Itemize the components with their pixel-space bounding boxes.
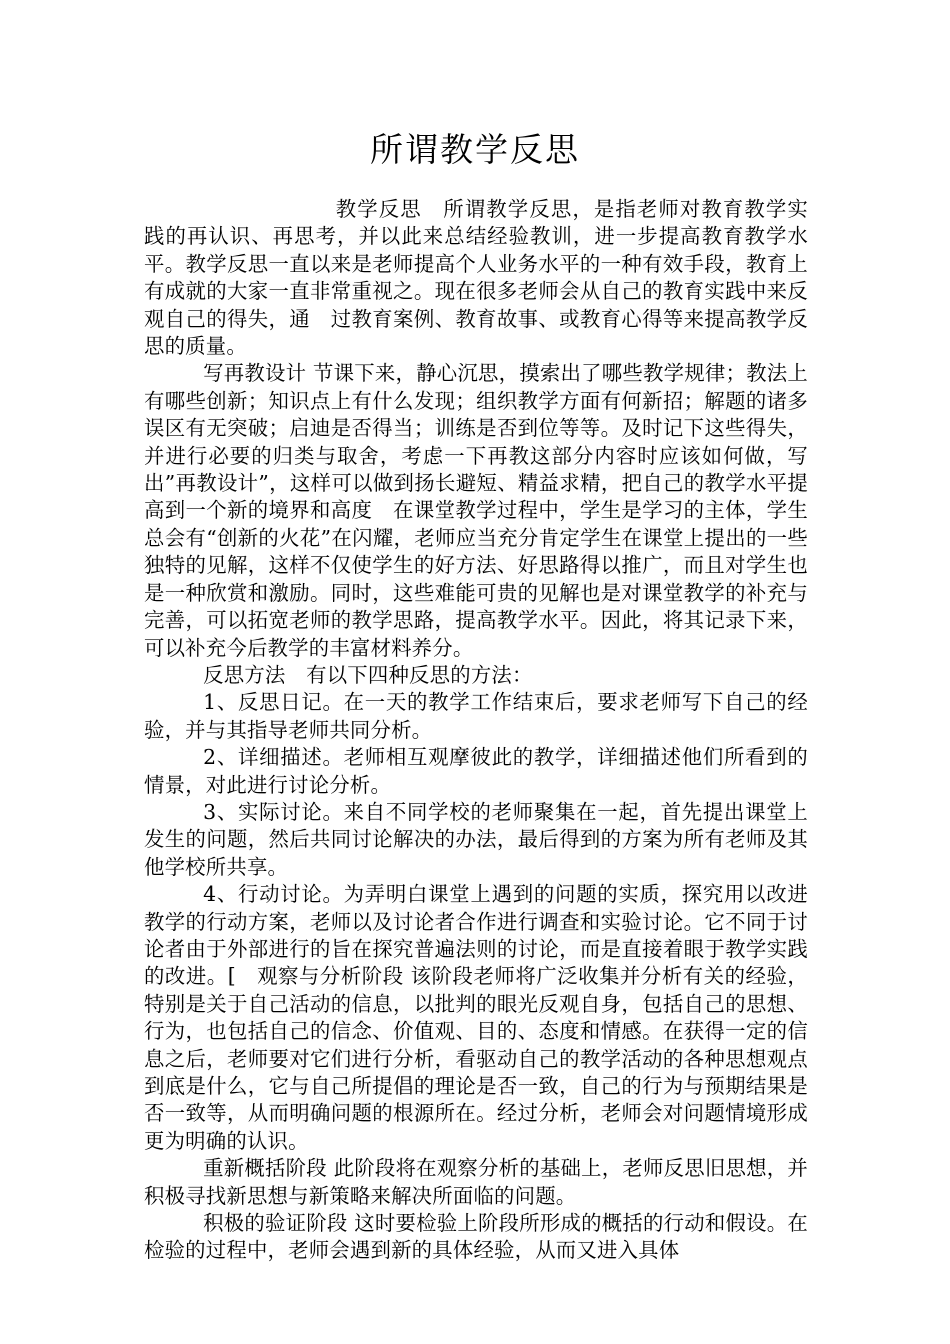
paragraph-regeneralize: 重新概括阶段 此阶段将在观察分析的基础上，老师反思旧思想，并积极寻找新思想与新策略来解决所面临的问题。 <box>144 1156 808 1208</box>
paragraph-methods-heading: 反思方法 有以下四种反思的方法： <box>203 662 533 687</box>
paragraph-verification: 积极的验证阶段 这时要检验上阶段所形成的概括的行动和假设。在检验的过程中，老师会遇到新的具体经验，从而又进入具体 <box>144 1211 808 1263</box>
document-body <box>144 196 808 1265</box>
paragraph-method-4: 4、行动讨论。为弄明白课堂上遇到的问题的实质，探究用以改进教学的行动方案，老师以及讨论者合作进行调查和实验讨论。它不同于讨论者由于外部进行的旨在探究普遍法则的讨论，而是直接着眼于教学实践的改进。[ 观察与分析阶段 该阶段老师将广泛收集并分析有关的经验，特别是关于自己活动的信息，以批判的眼光反观自身，包括自己的思想、行为，也包括自己的信念、价值观、目的、态度和情感。在获得一定的信息之后，老师要对它们进行分析，看驱动自己的教学活动的各种思想观点到底是什么，它与自己所提倡的理论是否一致，自己的行为与预期结果是否一致等，从而明确问题的根源所在。经过分析，老师会对问题情境形成更为明确的认识。 <box>144 882 808 1153</box>
paragraph-method-1: 1、反思日记。在一天的教学工作结束后，要求老师写下自己的经验，并与其指导老师共同分析。 <box>144 690 808 742</box>
paragraph-redesign: 写再教设计 节课下来，静心沉思，摸索出了哪些教学规律；教法上有哪些创新；知识点上有什么发现；组织教学方面有何新招；解题的诸多误区有无突破；启迪是否得当；训练是否到位等等。及时记下这些得失，并进行必要的归类与取舍，考虑一下再教这部分内容时应该如何做，写出”再教设计”，这样可以做到扬长避短、精益求精，把自己的教学水平提高到一个新的境界和高度 在课堂教学过程中，学生是学习的主体，学生总会有“创新的火花”在闪耀，老师应当充分肯定学生在课堂上提出的一些独特的见解，这样不仅使学生的好方法、好思路得以推广，而且对学生也是一种欣赏和激励。同时，这些难能可贵的见解也是对课堂教学的补充与完善，可以拓宽老师的教学思路，提高教学水平。因此，将其记录下来，可以补充今后教学的丰富材料养分。 <box>144 361 808 660</box>
paragraph-method-2: 2、详细描述。老师相互观摩彼此的教学，详细描述他们所看到的情景，对此进行讨论分析。 <box>144 745 808 797</box>
paragraph-method-3: 3、实际讨论。来自不同学校的老师聚集在一起，首先提出课堂上发生的问题，然后共同讨论解决的办法，最后得到的方案为所有老师及其他学校所共享。 <box>144 799 808 879</box>
page-title: 所谓教学反思 <box>370 130 580 169</box>
paragraph-intro: 教学反思 所谓教学反思，是指老师对教育教学实践的再认识、再思考，并以此来总结经验教训，进一步提高教育教学水平。教学反思一直以来是老师提高个人业务水平的一种有效手段，教育上有成就的大家一直非常重视之。现在很多老师会从自己的教育实践中来反观自己的得失，通 过教育案例、教育故事、或教育心得等来提高教学反思的质量。 <box>144 197 808 359</box>
